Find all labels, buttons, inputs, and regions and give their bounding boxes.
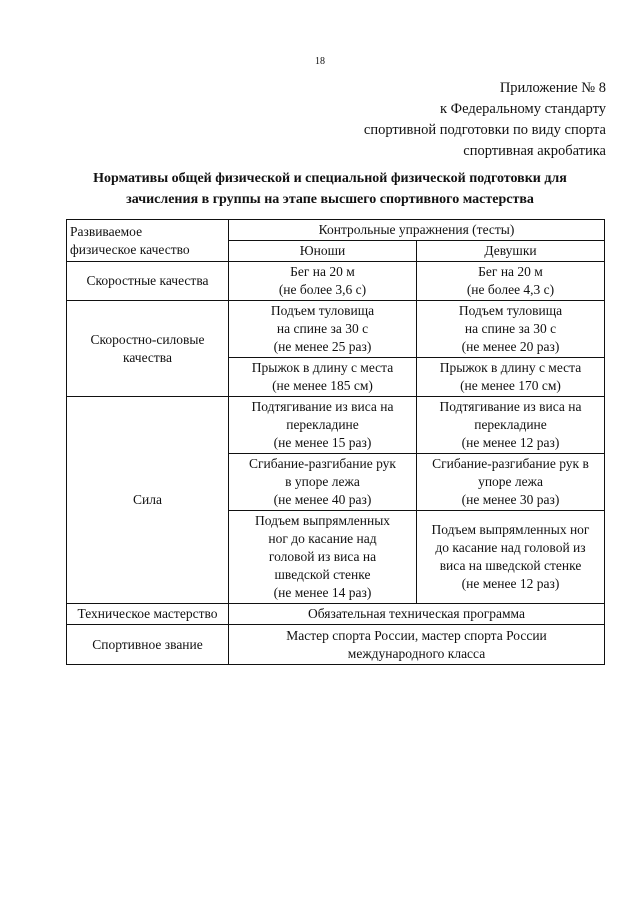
test-line: шведской стенке bbox=[274, 567, 371, 582]
test-line: (не более 4,3 с) bbox=[466, 282, 555, 297]
test-line: Подъем туловища bbox=[458, 303, 563, 318]
test-cell-boys bbox=[229, 397, 417, 454]
test-line: головой из виса на bbox=[268, 549, 377, 564]
program-label: Обязательная техническая программа bbox=[308, 606, 525, 621]
appendix-header bbox=[364, 78, 606, 162]
test-line: до касание над головой из bbox=[435, 540, 586, 555]
test-line: на спине за 30 с bbox=[276, 321, 369, 336]
title-line: зачисления в группы на этапе высшего спортивного мастерства bbox=[126, 192, 534, 207]
test-cell-boys bbox=[229, 301, 417, 358]
test-line: (не менее 15 раз) bbox=[273, 435, 372, 450]
sport-title-line: международного класса bbox=[347, 645, 486, 661]
quality-cell-sport-title bbox=[67, 625, 229, 665]
norms-table bbox=[66, 219, 605, 665]
test-line: Сгибание-разгибание рук в bbox=[432, 456, 589, 471]
test-line: (не менее 170 см) bbox=[460, 378, 561, 393]
appendix-line: спортивной подготовки по виду спорта bbox=[363, 122, 606, 138]
test-cell-girls bbox=[417, 262, 605, 301]
title-line: Нормативы общей физической и специальной физической подготовки для bbox=[93, 171, 567, 186]
test-line: в упоре лежа bbox=[285, 474, 360, 489]
quality-label: Скоростно-силовые bbox=[90, 331, 205, 347]
test-line: упоре лежа bbox=[478, 474, 543, 489]
page-number: 18 bbox=[315, 56, 325, 67]
test-line: Прыжок в длину с места bbox=[439, 360, 582, 375]
test-line: Бег на 20 м bbox=[478, 264, 543, 279]
test-line: Сгибание-разгибание рук bbox=[249, 456, 396, 471]
test-cell-girls bbox=[417, 454, 605, 511]
header-quality-line: Развиваемое bbox=[70, 223, 143, 239]
quality-label: Техническое мастерство bbox=[77, 606, 218, 621]
test-line: ног до касание над bbox=[268, 531, 377, 546]
test-line: на спине за 30 с bbox=[464, 321, 557, 336]
test-line: Подъем выпрямленных ног bbox=[431, 522, 590, 537]
sport-title-cell bbox=[229, 625, 605, 665]
test-line: Подъем туловища bbox=[270, 303, 375, 318]
test-cell-boys bbox=[229, 358, 417, 397]
quality-label: Сила bbox=[133, 492, 162, 507]
quality-label: Спортивное звание bbox=[92, 636, 203, 652]
quality-label: качества bbox=[122, 349, 172, 365]
appendix-line: Приложение № 8 bbox=[499, 80, 606, 96]
header-boys-cell bbox=[229, 241, 417, 262]
test-line: (не менее 40 раз) bbox=[273, 492, 372, 507]
quality-label: Скоростные качества bbox=[86, 273, 209, 288]
quality-cell-technical bbox=[67, 604, 229, 625]
header-girls-cell bbox=[417, 241, 605, 262]
test-line: виса на шведской стенке bbox=[439, 558, 582, 573]
test-line: Подъем выпрямленных bbox=[254, 513, 391, 528]
quality-cell-strength bbox=[67, 397, 229, 604]
test-line: Бег на 20 м bbox=[290, 264, 355, 279]
test-cell-program bbox=[229, 604, 605, 625]
quality-cell-speed bbox=[67, 262, 229, 301]
quality-cell-speed-strength bbox=[67, 301, 229, 397]
sport-title-line: Мастер спорта России, мастер спорта России bbox=[286, 627, 547, 643]
test-line: (не менее 185 см) bbox=[272, 378, 373, 393]
test-line: перекладине bbox=[474, 417, 547, 432]
test-line: (не менее 12 раз) bbox=[461, 435, 560, 450]
test-cell-boys bbox=[229, 511, 417, 604]
test-line: (не менее 14 раз) bbox=[273, 585, 372, 600]
test-cell-girls bbox=[417, 358, 605, 397]
header-girls-label: Девушки bbox=[484, 243, 537, 258]
test-line: (не более 3,6 с) bbox=[278, 282, 367, 297]
header-quality-cell bbox=[67, 220, 229, 262]
test-line: (не менее 25 раз) bbox=[273, 339, 372, 354]
header-quality-line: физическое качество bbox=[70, 241, 190, 257]
test-cell-girls bbox=[417, 301, 605, 358]
appendix-line: спортивная акробатика bbox=[463, 143, 606, 159]
test-line: (не менее 30 раз) bbox=[461, 492, 560, 507]
test-cell-girls bbox=[417, 511, 605, 604]
document-title bbox=[60, 168, 600, 210]
header-tests-label: Контрольные упражнения (тесты) bbox=[318, 222, 515, 237]
header-boys-label: Юноши bbox=[299, 243, 346, 258]
test-cell-girls bbox=[417, 397, 605, 454]
test-line: Подтягивание из виса на bbox=[251, 399, 394, 414]
test-line: Прыжок в длину с места bbox=[251, 360, 394, 375]
header-tests-cell bbox=[229, 220, 605, 241]
test-line: (не менее 20 раз) bbox=[461, 339, 560, 354]
test-cell-boys bbox=[229, 454, 417, 511]
appendix-line: к Федеральному стандарту bbox=[439, 101, 606, 117]
test-cell-boys bbox=[229, 262, 417, 301]
test-line: перекладине bbox=[286, 417, 359, 432]
test-line: (не менее 12 раз) bbox=[461, 576, 560, 591]
test-line: Подтягивание из виса на bbox=[439, 399, 582, 414]
